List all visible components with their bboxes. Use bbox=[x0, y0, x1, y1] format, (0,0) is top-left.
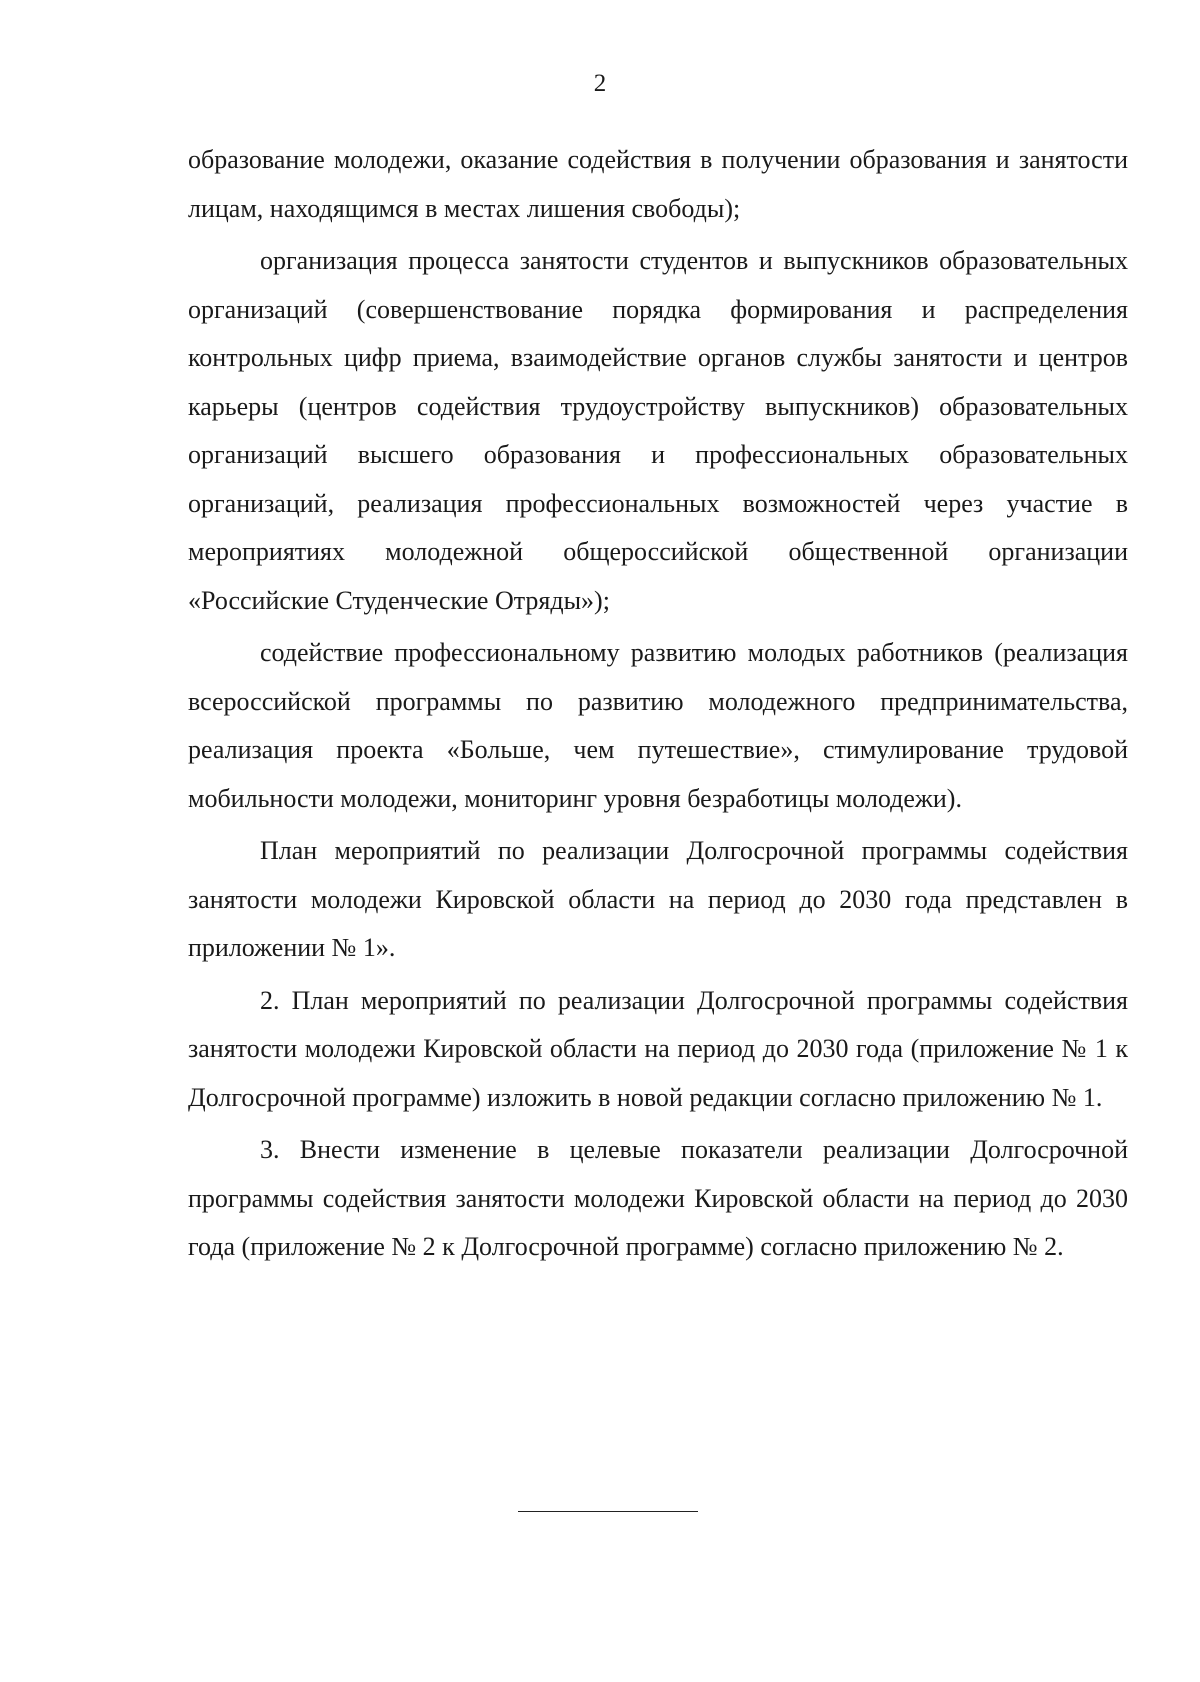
paragraph-plan-reference: План мероприятий по реализации Долгосрочной программы содействия занятости молодежи Кировской области на период до 2030 года представлен в приложении № 1». bbox=[188, 836, 1128, 962]
paragraph-continuation: образование молодежи, оказание содействия в получении образования и занятости лицам, находящимся в местах лишения свободы); bbox=[188, 145, 1128, 223]
paragraph-student-employment: организация процесса занятости студентов и выпускников образовательных организаций (совершенствование порядка формирования и распределения контрольных цифр приема, взаимодействие органов службы занятости и центров карьеры (центров содействия трудоустройству выпускников) образовательных организаций высшего образования и профессиональных образовательных организаций, реализация профессиональных возможностей через участие в мероприятиях молодежной общероссийской общественной организации «Российские Студенческие Отряды»); bbox=[188, 246, 1128, 615]
paragraph-item-2: 2. План мероприятий по реализации Долгосрочной программы содействия занятости молодежи Кировской области на период до 2030 года (приложение № 1 к Долгосрочной программе) изложить в новой редакции согласно приложению № 1. bbox=[188, 985, 1128, 1112]
paragraph-item-3: 3. Внести изменение в целевые показатели реализации Долгосрочной программы содействия занятости молодежи Кировской области на период до 2030 года (приложение № 2 к Долгосрочной программе) согласно приложению № 2. bbox=[188, 1135, 1128, 1261]
paragraph-professional-development: содействие профессиональному развитию молодых работников (реализация всероссийской программы по развитию молодежного предпринимательства, реализация проекта «Больше, чем путешествие», стимулирование трудовой мобильности молодежи, мониторинг уровня безработицы молодежи). bbox=[188, 638, 1128, 813]
document-body bbox=[188, 136, 1128, 1276]
end-of-document-rule bbox=[518, 1511, 698, 1512]
page-number: 2 bbox=[593, 70, 607, 97]
